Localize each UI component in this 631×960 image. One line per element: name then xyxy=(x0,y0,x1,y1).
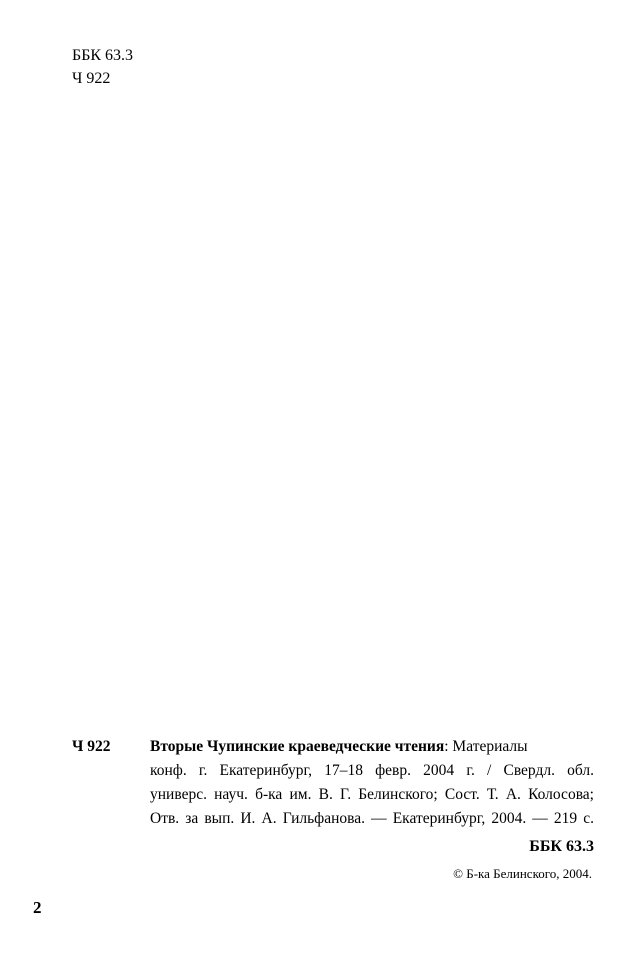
catalog-line-4: Отв. за вып. И. А. Гильфанова. — Екатеринбург, 2004. — 219 с. xyxy=(150,810,594,827)
bbk-index-top: ББК 63.3 xyxy=(72,47,134,64)
catalog-author-mark: Ч 922 xyxy=(72,738,111,755)
author-mark-top: Ч 922 xyxy=(72,70,111,87)
copyright-notice: © Б-ка Белинского, 2004. xyxy=(453,866,592,881)
catalog-title: Вторые Чупинские краеведческие чтения xyxy=(150,738,445,755)
catalog-bbk-index: ББК 63.3 xyxy=(529,838,594,855)
catalog-description xyxy=(150,735,594,831)
page-number: 2 xyxy=(33,898,42,917)
catalog-title-suffix: : Материалы xyxy=(444,738,528,755)
catalog-line-3: универс. науч. б-ка им. В. Г. Белинского; Сост. Т. А. Колосова; xyxy=(150,786,594,803)
top-bibliographic-codes xyxy=(72,44,133,90)
catalog-title-group xyxy=(150,735,528,759)
catalog-line-2: конф. г. Екатеринбург, 17–18 февр. 2004 г. / Свердл. обл. xyxy=(150,762,594,779)
catalog-line-1 xyxy=(150,735,594,759)
